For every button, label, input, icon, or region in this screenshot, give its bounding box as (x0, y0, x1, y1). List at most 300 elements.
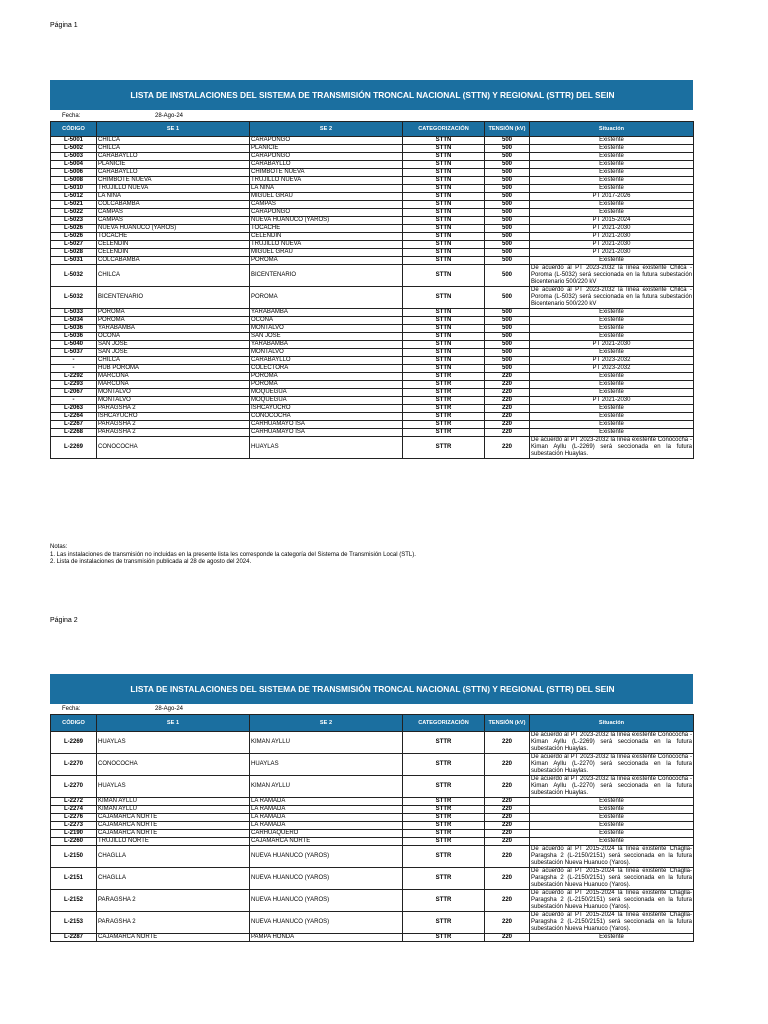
cell-code: L-5034 (51, 317, 97, 325)
cell-category: STTR (403, 389, 485, 397)
cell-se2: NUEVA HUANUCO (YAROS) (250, 890, 403, 912)
table-row (51, 349, 694, 357)
cell-voltage: 500 (485, 241, 530, 249)
table-row (51, 830, 694, 838)
cell-voltage: 500 (485, 341, 530, 349)
cell-category: STTR (403, 798, 485, 806)
cell-category: STTN (403, 341, 485, 349)
cell-category: STTN (403, 153, 485, 161)
cell-se1: YARABAMBA (97, 325, 250, 333)
cell-category: STTR (403, 381, 485, 389)
cell-status: Existente (530, 153, 694, 161)
cell-voltage: 500 (485, 317, 530, 325)
table-row (51, 317, 694, 325)
cell-voltage: 500 (485, 225, 530, 233)
table-row (51, 798, 694, 806)
table-row (51, 225, 694, 233)
cell-status: Existente (530, 317, 694, 325)
cell-status: PT 2021-2030 (530, 249, 694, 257)
table-row (51, 822, 694, 830)
cell-category: STTR (403, 776, 485, 798)
cell-se2: LA RAMADA (250, 814, 403, 822)
cell-voltage: 220 (485, 822, 530, 830)
cell-se2: CONOCOCHA (250, 413, 403, 421)
table-row (51, 365, 694, 373)
cell-voltage: 220 (485, 429, 530, 437)
cell-code: L-2268 (51, 429, 97, 437)
cell-se1: KIMAN AYLLU (97, 798, 250, 806)
cell-voltage: 220 (485, 413, 530, 421)
cell-voltage: 500 (485, 169, 530, 177)
cell-voltage: 500 (485, 209, 530, 217)
cell-status: PT 2021-2030 (530, 225, 694, 233)
cell-se2: LA NIÑA (250, 185, 403, 193)
cell-se2: CARABAYLLO (250, 357, 403, 365)
cell-status: Existente (530, 389, 694, 397)
cell-se2: CAJAMARCA NORTE (250, 838, 403, 846)
notes-heading: Notas: (50, 544, 68, 550)
cell-se1: PLANICIE (97, 161, 250, 169)
table-row (51, 233, 694, 241)
table-row (51, 381, 694, 389)
cell-category: STTR (403, 397, 485, 405)
column-header-status: Situación (530, 715, 694, 732)
cell-code: L-2269 (51, 437, 97, 459)
cell-se1: TOCACHE (97, 233, 250, 241)
cell-code: - (51, 357, 97, 365)
cell-se1: HUB POROMA (97, 365, 250, 373)
cell-status: De acuerdo al PT 2015-2024 la línea existente Chaglla-Paragsha 2 (L-2150/2151) será seccionada en la futura subestación Nueva Huanuco (Yaros). (531, 868, 692, 888)
cell-se2: YARABAMBA (250, 341, 403, 349)
cell-category: STTR (403, 814, 485, 822)
cell-se2: HUAYLAS (250, 437, 403, 459)
cell-voltage: 500 (485, 177, 530, 185)
column-header-code: CÓDIGO (51, 122, 97, 137)
cell-category: STTN (403, 185, 485, 193)
cell-se1: SAN JOSE (97, 341, 250, 349)
cell-status: Existente (530, 177, 694, 185)
cell-se2: MONTALVO (250, 325, 403, 333)
column-header-se2: SE 2 (250, 715, 403, 732)
table-row (51, 249, 694, 257)
cell-code: L-5031 (51, 257, 97, 265)
cell-category: STTR (403, 437, 485, 459)
cell-category: STTR (403, 890, 485, 912)
cell-status: Existente (530, 349, 694, 357)
cell-status: Existente (530, 838, 694, 846)
table-row (51, 169, 694, 177)
table-title-2: LISTA DE INSTALACIONES DEL SISTEMA DE TRANSMISIÓN TRONCAL NACIONAL (STTN) Y REGIONAL (STTR) DEL SEIN (50, 674, 693, 704)
cell-se1: CHILCA (97, 265, 250, 287)
cell-se1: POROMA (97, 309, 250, 317)
cell-category: STTR (403, 421, 485, 429)
cell-status: Existente (530, 209, 694, 217)
cell-se2: HUAYLAS (250, 754, 403, 776)
cell-code: L-2190 (51, 830, 97, 838)
cell-se1: CAMPAS (97, 217, 250, 225)
note-2: 2. Lista de instalaciones de transmisión publicada al 28 de agosto del 2024. (50, 559, 252, 565)
column-header-category: CATEGORIZACIÓN (403, 122, 485, 137)
cell-voltage: 220 (485, 397, 530, 405)
table-row (51, 341, 694, 349)
cell-se1: MONTALVO (97, 397, 250, 405)
table-row (51, 389, 694, 397)
table-row (51, 405, 694, 413)
cell-voltage: 500 (485, 349, 530, 357)
table-row (51, 732, 694, 754)
cell-code: L-2270 (51, 754, 97, 776)
cell-status: Existente (530, 169, 694, 177)
cell-se1: MARCONA (97, 373, 250, 381)
cell-code: L-2272 (51, 798, 97, 806)
cell-se1: CHILCA (97, 145, 250, 153)
table-row (51, 437, 694, 459)
cell-se2: CARHUAMAYO ISA (250, 429, 403, 437)
cell-category: STTR (403, 732, 485, 754)
cell-voltage: 220 (485, 846, 530, 868)
cell-code: L-5008 (51, 177, 97, 185)
cell-se1: CAJAMARCA NORTE (97, 822, 250, 830)
cell-voltage: 220 (485, 421, 530, 429)
cell-voltage: 500 (485, 185, 530, 193)
table-row (51, 397, 694, 405)
notes (50, 544, 416, 567)
table-row (51, 217, 694, 225)
cell-code: - (51, 397, 97, 405)
cell-status: PT 2021-2030 (530, 233, 694, 241)
cell-category: STTN (403, 145, 485, 153)
cell-code: L-2287 (51, 934, 97, 942)
cell-category: STTR (403, 754, 485, 776)
cell-code: L-5032 (51, 287, 97, 309)
cell-voltage: 220 (485, 806, 530, 814)
cell-status: De acuerdo al PT 2023-2032 la línea existente Conococha - Kiman Ayllu (L-2270) será seccionada en la futura subestación Huaylas. (531, 754, 692, 774)
cell-category: STTN (403, 257, 485, 265)
cell-voltage: 500 (485, 153, 530, 161)
cell-voltage: 220 (485, 732, 530, 754)
table-row (51, 177, 694, 185)
cell-voltage: 500 (485, 217, 530, 225)
cell-status: Existente (530, 381, 694, 389)
cell-status: Existente (530, 814, 694, 822)
cell-se2: TRUJILLO NUEVA (250, 177, 403, 185)
column-header-se2: SE 2 (250, 122, 403, 137)
table-row (51, 209, 694, 217)
cell-se2: MONTALVO (250, 349, 403, 357)
cell-se2: NUEVA HUANUCO (YAROS) (250, 217, 403, 225)
cell-se1: LA NIÑA (97, 193, 250, 201)
cell-code: L-2260 (51, 838, 97, 846)
cell-category: STTN (403, 249, 485, 257)
cell-voltage: 220 (485, 934, 530, 942)
cell-status: Existente (530, 830, 694, 838)
page-label-1: Página 1 (50, 22, 78, 29)
cell-se2: POROMA (250, 381, 403, 389)
cell-se1: TRUJILLO NORTE (97, 838, 250, 846)
cell-category: STTN (403, 137, 485, 145)
cell-se1: CHILCA (97, 137, 250, 145)
cell-status: PT 2023-2032 (530, 365, 694, 373)
cell-se2: KIMAN AYLLU (250, 732, 403, 754)
cell-status: PT 2021-2030 (530, 397, 694, 405)
cell-category: STTN (403, 217, 485, 225)
cell-code: L-5026 (51, 233, 97, 241)
cell-status: Existente (530, 806, 694, 814)
cell-se2: CELENDIN (250, 233, 403, 241)
cell-code: L-5037 (51, 349, 97, 357)
cell-code: L-5021 (51, 201, 97, 209)
table-row (51, 145, 694, 153)
cell-category: STTR (403, 830, 485, 838)
cell-status: De acuerdo al PT 2023-2032 la línea existente Conococha - Kiman Ayllu (L-2269) será seccionada en la futura subestación Huaylas. (531, 732, 692, 752)
cell-se1: PARAGSHA 2 (97, 429, 250, 437)
table-row (51, 241, 694, 249)
cell-se2: NUEVA HUANUCO (YAROS) (250, 846, 403, 868)
cell-code: L-2270 (51, 776, 97, 798)
table-row (51, 265, 694, 287)
column-header-se1: SE 1 (97, 122, 250, 137)
cell-voltage: 500 (485, 145, 530, 153)
cell-code: L-2292 (51, 373, 97, 381)
cell-se2: CARABAYLLO (250, 161, 403, 169)
table-title-1: LISTA DE INSTALACIONES DEL SISTEMA DE TRANSMISIÓN TRONCAL NACIONAL (STTN) Y REGIONAL (STTR) DEL SEIN (50, 80, 693, 110)
table-header-row (51, 122, 694, 137)
cell-code: L-2293 (51, 381, 97, 389)
cell-category: STTR (403, 912, 485, 934)
cell-voltage: 220 (485, 381, 530, 389)
cell-code: L-2273 (51, 822, 97, 830)
cell-code: L-5006 (51, 169, 97, 177)
installations-table-page-2 (50, 714, 694, 942)
table-header-row (51, 715, 694, 732)
cell-status: De acuerdo al PT 2015-2024 la línea existente Chaglla-Paragsha 2 (L-2150/2151) será seccionada en la futura subestación Nueva Huanuco (Yaros). (531, 890, 692, 910)
column-header-voltage: TENSIÓN (kV) (485, 715, 530, 732)
cell-code: L-5001 (51, 137, 97, 145)
cell-se2: CARAPONGO (250, 209, 403, 217)
cell-se1: KIMAN AYLLU (97, 806, 250, 814)
cell-se2: LA RAMADA (250, 822, 403, 830)
table-row (51, 357, 694, 365)
cell-se1: PARAGSHA 2 (97, 890, 250, 912)
table-row (51, 814, 694, 822)
cell-voltage: 220 (485, 437, 530, 459)
date-label: Fecha: (62, 706, 81, 712)
cell-voltage: 220 (485, 389, 530, 397)
table-row (51, 257, 694, 265)
column-header-category: CATEGORIZACIÓN (403, 715, 485, 732)
cell-se2: CHIMBOTE NUEVA (250, 169, 403, 177)
cell-code: L-2150 (51, 846, 97, 868)
cell-category: STTN (403, 333, 485, 341)
table-row (51, 934, 694, 942)
cell-status: De acuerdo al PT 2015-2024 la línea existente Chaglla-Paragsha 2 (L-2150/2151) será seccionada en la futura subestación Nueva Huanuco (Yaros). (531, 846, 692, 866)
cell-se2: NUEVA HUANUCO (YAROS) (250, 912, 403, 934)
cell-category: STTN (403, 177, 485, 185)
cell-status: Existente (530, 333, 694, 341)
cell-se2: KIMAN AYLLU (250, 776, 403, 798)
cell-category: STTN (403, 317, 485, 325)
cell-voltage: 500 (485, 257, 530, 265)
cell-status: PT 2021-2030 (530, 241, 694, 249)
cell-status: Existente (530, 309, 694, 317)
cell-code: L-5026 (51, 225, 97, 233)
cell-se2: SAN JOSE (250, 333, 403, 341)
cell-code: L-5010 (51, 185, 97, 193)
cell-se2: POROMA (250, 373, 403, 381)
cell-status: De acuerdo al PT 2023-2032 la línea existente Chilca - Poroma (L-5032) será seccionada en la futura subestación Bicentenario 500/220 kV (531, 265, 692, 285)
cell-se1: ISHCAYUCRO (97, 413, 250, 421)
cell-se2: TOCACHE (250, 225, 403, 233)
column-header-se1: SE 1 (97, 715, 250, 732)
cell-code: L-2151 (51, 868, 97, 890)
cell-voltage: 220 (485, 814, 530, 822)
cell-status: Existente (530, 421, 694, 429)
cell-se1: TRUJILLO NUEVA (97, 185, 250, 193)
cell-se2: PLANICIE (250, 145, 403, 153)
cell-se1: CAJAMARCA NORTE (97, 934, 250, 942)
cell-se1: SAN JOSE (97, 349, 250, 357)
cell-status: Existente (530, 201, 694, 209)
cell-code: L-2264 (51, 413, 97, 421)
table-row (51, 413, 694, 421)
cell-category: STTR (403, 846, 485, 868)
cell-code: L-5028 (51, 249, 97, 257)
cell-category: STTR (403, 405, 485, 413)
note-1: 1. Las instalaciones de transmisión no incluidas en la presente lista les corresponde la categoría del Sistema de Transmisión Local (STL). (50, 551, 416, 558)
table-row (51, 846, 694, 868)
cell-se1: COLCABAMBA (97, 257, 250, 265)
installations-table-page-1 (50, 121, 694, 459)
cell-code: L-5036 (51, 325, 97, 333)
cell-voltage: 220 (485, 405, 530, 413)
table-row (51, 137, 694, 145)
cell-category: STTN (403, 365, 485, 373)
cell-status: Existente (530, 822, 694, 830)
cell-se2: CARAPONGO (250, 137, 403, 145)
cell-code: L-5033 (51, 309, 97, 317)
cell-voltage: 500 (485, 233, 530, 241)
cell-category: STTR (403, 822, 485, 830)
cell-status: PT 2021-2030 (530, 341, 694, 349)
cell-voltage: 220 (485, 838, 530, 846)
cell-se2: COLECTORA (250, 365, 403, 373)
cell-se2: MIGUEL GRAU (250, 193, 403, 201)
cell-status: Existente (530, 325, 694, 333)
cell-category: STTN (403, 225, 485, 233)
cell-status: De acuerdo al PT 2023-2032 la línea existente Chilca - Poroma (L-5032) será seccionada en la futura subestación Bicentenario 500/220 kV (531, 287, 692, 307)
table-row (51, 373, 694, 381)
cell-status: Existente (530, 257, 694, 265)
table-row (51, 325, 694, 333)
cell-se2: ISHCAYUCRO (250, 405, 403, 413)
cell-voltage: 220 (485, 868, 530, 890)
cell-se2: TRUJILLO NUEVA (250, 241, 403, 249)
cell-category: STTN (403, 325, 485, 333)
cell-category: STTN (403, 161, 485, 169)
cell-code: L-2269 (51, 732, 97, 754)
cell-se2: MIGUEL GRAU (250, 249, 403, 257)
cell-se1: CAMPAS (97, 209, 250, 217)
cell-se1: PARAGSHA 2 (97, 405, 250, 413)
cell-code: L-5012 (51, 193, 97, 201)
cell-se2: MOQUEGUA (250, 389, 403, 397)
cell-code: L-5004 (51, 161, 97, 169)
cell-se1: CELENDIN (97, 241, 250, 249)
cell-voltage: 220 (485, 912, 530, 934)
table-row (51, 333, 694, 341)
cell-code: L-2063 (51, 405, 97, 413)
cell-voltage: 500 (485, 287, 530, 309)
date-label: Fecha: (62, 113, 81, 119)
cell-category: STTN (403, 287, 485, 309)
cell-status: Existente (530, 185, 694, 193)
cell-se2: PAMPA HONDA (250, 934, 403, 942)
cell-voltage: 500 (485, 325, 530, 333)
cell-se2: CARAPONGO (250, 153, 403, 161)
table-row (51, 868, 694, 890)
table-row (51, 309, 694, 317)
cell-status: De acuerdo al PT 2023-2032 la línea existente Conococha - Kiman Ayllu (L-2269) será seccionada en la futura subestación Huaylas. (531, 437, 692, 457)
cell-se2: BICENTENARIO (250, 265, 403, 287)
cell-se2: YARABAMBA (250, 309, 403, 317)
date-value: 28-Ago-24 (155, 706, 184, 712)
cell-se1: BICENTENARIO (97, 287, 250, 309)
cell-category: STTN (403, 201, 485, 209)
cell-se1: PARAGSHA 2 (97, 912, 250, 934)
table-row (51, 287, 694, 309)
cell-category: STTR (403, 868, 485, 890)
cell-voltage: 500 (485, 357, 530, 365)
cell-category: STTR (403, 806, 485, 814)
cell-voltage: 500 (485, 201, 530, 209)
date-value: 28-Ago-24 (155, 113, 184, 119)
column-header-code: CÓDIGO (51, 715, 97, 732)
cell-code: L-2267 (51, 421, 97, 429)
cell-status: Existente (530, 137, 694, 145)
cell-code: L-5036 (51, 333, 97, 341)
cell-status: Existente (530, 413, 694, 421)
cell-se1: OCOÑA (97, 333, 250, 341)
cell-voltage: 220 (485, 798, 530, 806)
cell-status: Existente (530, 145, 694, 153)
page-label-2: Página 2 (50, 617, 78, 624)
cell-category: STTR (403, 413, 485, 421)
cell-se1: CAJAMARCA NORTE (97, 830, 250, 838)
cell-se1: CARABAYLLO (97, 169, 250, 177)
cell-status: Existente (530, 405, 694, 413)
cell-se1: POROMA (97, 317, 250, 325)
cell-voltage: 220 (485, 776, 530, 798)
cell-se1: HUAYLAS (97, 732, 250, 754)
cell-se1: CONOCOCHA (97, 437, 250, 459)
cell-voltage: 500 (485, 161, 530, 169)
cell-status: Existente (530, 934, 694, 942)
cell-code: L-2152 (51, 890, 97, 912)
cell-voltage: 500 (485, 249, 530, 257)
cell-se2: MOQUEGUA (250, 397, 403, 405)
cell-status: PT 2023-2032 (530, 357, 694, 365)
table-row (51, 185, 694, 193)
cell-category: STTN (403, 241, 485, 249)
cell-se1: COLCABAMBA (97, 201, 250, 209)
cell-category: STTR (403, 429, 485, 437)
cell-voltage: 220 (485, 830, 530, 838)
cell-se1: CHAGLLA (97, 846, 250, 868)
cell-category: STTN (403, 265, 485, 287)
cell-se1: CAJAMARCA NORTE (97, 814, 250, 822)
cell-se2: LA RAMADA (250, 806, 403, 814)
cell-se1: CHILCA (97, 357, 250, 365)
